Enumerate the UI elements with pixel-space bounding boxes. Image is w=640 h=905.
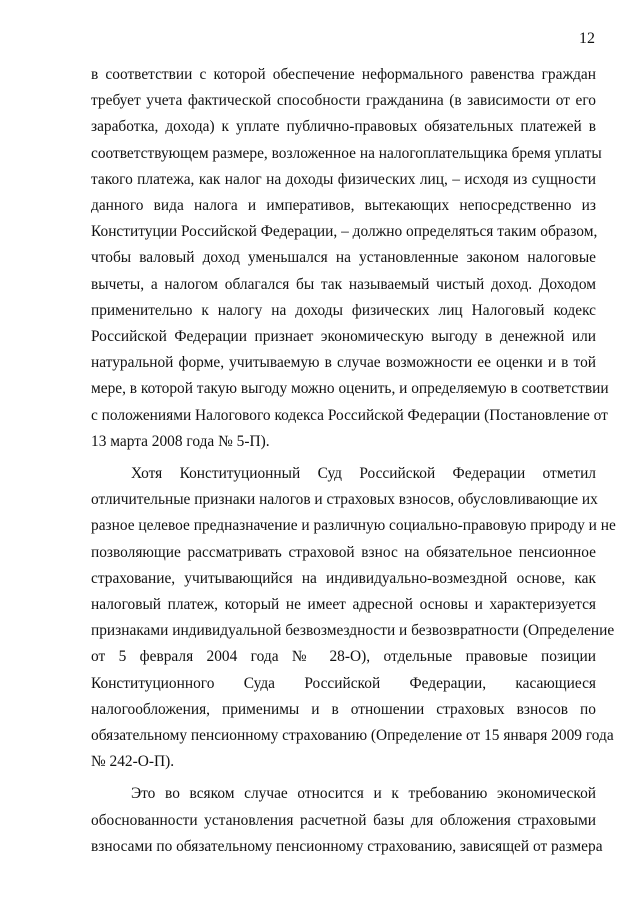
text-line: признаками индивидуальной безвозмездности и безвозвратности (Определение (91, 622, 615, 640)
paragraph-1 (91, 62, 609, 455)
text-line: № 242-О-П). (91, 753, 175, 771)
document-body (91, 62, 616, 866)
text-line: налогообложения, применимы и в отношении страховых взносов по (91, 700, 596, 718)
paragraph-3 (91, 781, 603, 860)
text-line: требует учета фактической способности гражданина (в зависимости от его (91, 92, 596, 110)
text-line: чтобы валовый доход уменьшался на установленные законом налоговые (91, 249, 596, 267)
text-line: Это во всяком случае относится и к требованию экономической (131, 785, 596, 803)
text-line: применительно к налогу на доходы физических лиц Налоговый кодекс (91, 301, 596, 319)
paragraph-2 (91, 461, 616, 775)
page-number: 12 (579, 30, 595, 47)
text-line: обоснованности установления расчетной базы для обложения страховыми (91, 811, 596, 829)
text-line: с положениями Налогового кодекса Российской Федерации (Постановление от (91, 406, 608, 424)
text-line: такого платежа, как налог на доходы физических лиц, – исходя из сущности (91, 170, 596, 188)
text-line: мере, в которой такую выгоду можно оценить, и определяемую в соответствии (91, 380, 609, 398)
text-line: Конституционного Суда Российской Федерации, касающиеся (91, 674, 596, 692)
text-line: от 5 февраля 2004 года № 28-О), отдельные правовые позиции (91, 648, 596, 666)
text-line: 13 марта 2008 года № 5-П). (91, 432, 270, 450)
text-line: отличительные признаки налогов и страховых взносов, обусловливающие их (91, 491, 598, 509)
text-line: вычеты, а налогом облагался бы так называемый чистый доход. Доходом (91, 275, 596, 293)
text-line: данного вида налога и императивов, вытекающих непосредственно из (91, 197, 596, 215)
text-line: налоговый платеж, который не имеет адресной основы и характеризуется (91, 596, 596, 614)
text-line: разное целевое предназначение и различную социально-правовую природу и не (91, 517, 616, 535)
text-line: заработка, дохода) к уплате публично-правовых обязательных платежей в (91, 118, 596, 136)
text-line: позволяющие рассматривать страховой взнос на обязательное пенсионное (91, 543, 596, 561)
text-line: Хотя Конституционный Суд Российской Федерации отметил (131, 465, 596, 483)
text-line: взносами по обязательному пенсионному страхованию, зависящей от размера (91, 837, 603, 855)
text-line: Конституции Российской Федерации, – должно определяться таким образом, (91, 223, 598, 241)
text-line: Российской Федерации признает экономическую выгоду в денежной или (91, 328, 596, 346)
text-line: страхование, учитывающийся на индивидуально-возмездной основе, как (91, 569, 596, 587)
text-line: обязательному пенсионному страхованию (Определение от 15 января 2009 года (91, 727, 614, 745)
text-line: в соответствии с которой обеспечение неформального равенства граждан (91, 66, 596, 83)
text-line: натуральной форме, учитываемую в случае возможности ее оценки и в той (91, 354, 596, 372)
text-line: соответствующем размере, возложенное на налогоплательщика бремя уплаты (91, 144, 602, 162)
